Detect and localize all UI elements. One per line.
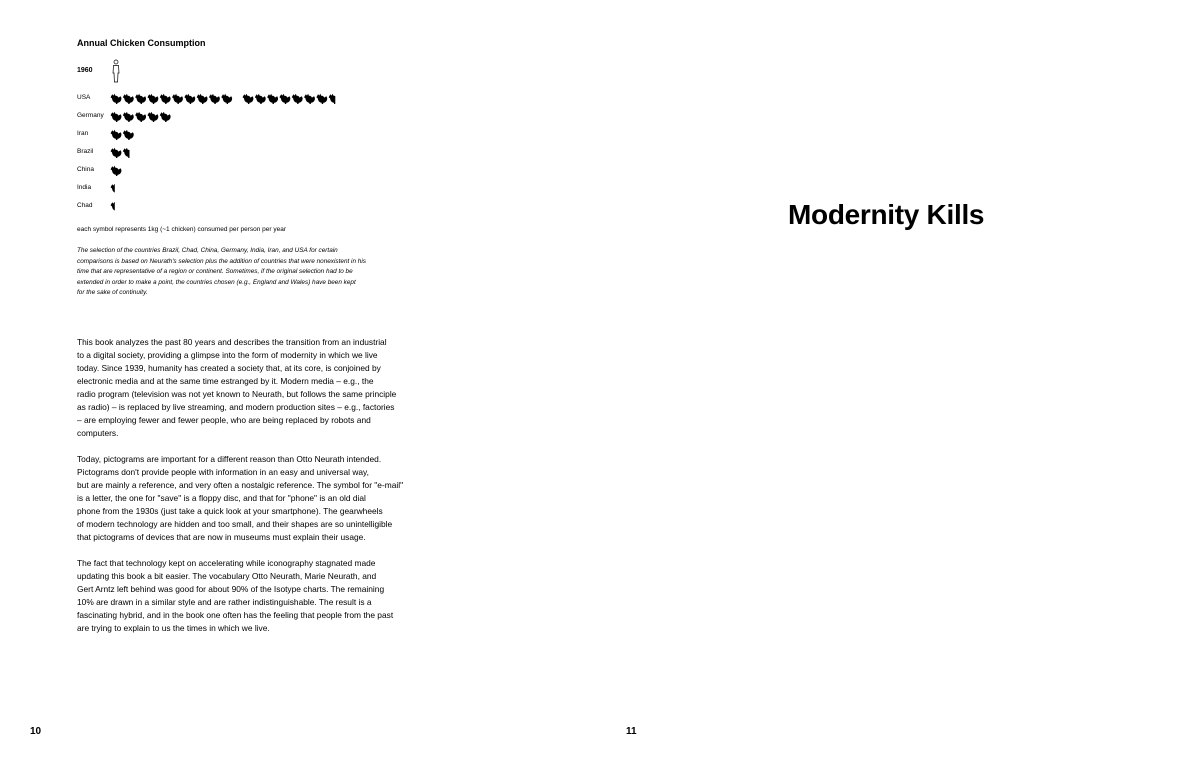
chicken-row <box>110 163 126 177</box>
body-line: electronic media and at the same time estranged by it. Modern media – e.g., the <box>77 376 374 386</box>
body-line: but are mainly a reference, and very often a nostalgic reference. The symbol for "e-mail" <box>77 480 404 490</box>
chicken-icon <box>221 94 232 104</box>
body-line: Today, pictograms are important for a different reason than Otto Neurath intended. <box>77 454 382 464</box>
country-label: USA <box>77 94 91 101</box>
body-line: to a digital society, providing a glimpse into the form of modernity in which we live <box>77 350 378 360</box>
chicken-icon <box>316 94 327 104</box>
chicken-icon <box>304 94 315 104</box>
chicken-row <box>110 109 176 123</box>
body-line: Pictograms don't provide people with information in an easy and universal way, <box>77 467 369 477</box>
body-line: that pictograms of devices that are now in museums must explain their usage. <box>77 532 366 542</box>
partial-chicken-icon <box>111 202 122 212</box>
country-label: Chad <box>77 202 93 209</box>
chicken-icon <box>135 112 146 122</box>
body-line: updating this book a bit easier. The vocabulary Otto Neurath, Marie Neurath, and <box>77 571 377 581</box>
country-label: Iran <box>77 130 89 137</box>
chicken-row <box>110 145 139 159</box>
body-line: as radio) – is replaced by live streaming, and modern production sites – e.g., factories <box>77 402 395 412</box>
chicken-row <box>110 91 344 105</box>
chicken-icon <box>160 94 171 104</box>
chicken-icon <box>123 112 134 122</box>
page-number-left: 10 <box>30 726 42 737</box>
chicken-row <box>110 181 126 195</box>
chapter-heading: Modernity Kills <box>788 199 985 230</box>
partial-chicken-icon <box>123 148 134 158</box>
body-line: – are employing fewer and fewer people, who are being replaced by robots and <box>77 415 371 425</box>
year-label: 1960 <box>77 67 93 74</box>
body-line: are trying to explain to us the times in which we live. <box>77 623 270 633</box>
body-line: computers. <box>77 428 119 438</box>
body-line: radio program (television was not yet known to Neurath, but follows the same principle <box>77 389 397 399</box>
body-paragraph-3 <box>77 557 437 635</box>
body-line: phone from the 1930s (just take a quick look at your smartphone). The gearwheels <box>77 506 383 516</box>
chicken-row <box>110 127 139 141</box>
body-paragraph-1 <box>77 336 437 440</box>
chicken-icon <box>172 94 183 104</box>
body-line: is a letter, the one for "save" is a floppy disc, and that for "phone" is an old dial <box>77 493 366 503</box>
body-line: The fact that technology kept on accelerating while iconography stagnated made <box>77 558 376 568</box>
chicken-icon <box>111 130 122 140</box>
chicken-icon <box>123 94 134 104</box>
country-label: India <box>77 184 92 191</box>
partial-chicken-icon <box>111 184 122 194</box>
chicken-icon <box>292 94 303 104</box>
country-label: Germany <box>77 112 104 119</box>
chicken-icon <box>148 112 159 122</box>
chicken-icon <box>135 94 146 104</box>
body-paragraph-2 <box>77 453 437 544</box>
chicken-icon <box>111 166 122 176</box>
body-line: 10% are drawn in a similar style and are rather indistinguishable. The result is a <box>77 597 372 607</box>
chicken-icon <box>255 94 266 104</box>
chart-title: Annual Chicken Consumption <box>77 38 206 48</box>
note-line: time that are representative of a region or continent. Sometimes, if the original selection had to be <box>77 268 353 276</box>
chicken-icon <box>111 94 122 104</box>
chicken-icon <box>197 94 208 104</box>
note-line: comparisons is based on Neurath's selection plus the addition of countries that were nonexistent in his <box>77 257 366 265</box>
chicken-row <box>110 199 126 213</box>
chicken-icon <box>267 94 278 104</box>
chicken-icon <box>280 94 291 104</box>
selection-note <box>77 246 422 299</box>
note-line: extended in order to make a point, the countries chosen (e.g., England and Wales) have been kept <box>77 278 356 286</box>
country-label: Brazil <box>77 148 94 155</box>
note-line: for the sake of continuity. <box>77 289 148 297</box>
chicken-icon <box>111 112 122 122</box>
chart-legend: each symbol represents 1kg (~1 chicken) consumed per person per year <box>77 226 287 233</box>
body-line: today. Since 1939, humanity has created a society that, at its core, is conjoined by <box>77 363 381 373</box>
body-line: fascinating hybrid, and in the book one often has the feeling that people from the past <box>77 610 394 620</box>
partial-chicken-icon <box>329 94 340 104</box>
chicken-icon <box>148 94 159 104</box>
chicken-icon <box>243 94 254 104</box>
body-line: Gert Arntz left behind was good for about 90% of the Isotype charts. The remaining <box>77 584 385 594</box>
chicken-icon <box>184 94 195 104</box>
chicken-icon <box>111 148 122 158</box>
page-number-right: 11 <box>626 726 637 737</box>
chicken-icon <box>123 130 134 140</box>
chicken-icon <box>160 112 171 122</box>
chicken-icon <box>209 94 220 104</box>
body-line: This book analyzes the past 80 years and describes the transition from an industrial <box>77 337 387 347</box>
person-icon <box>110 59 122 83</box>
note-line: The selection of the countries Brazil, Chad, China, Germany, India, Iran, and USA for certain <box>77 247 338 254</box>
body-line: of modern technology are hidden and too small, and their shapes are so unintelligible <box>77 519 393 529</box>
country-label: China <box>77 166 94 173</box>
